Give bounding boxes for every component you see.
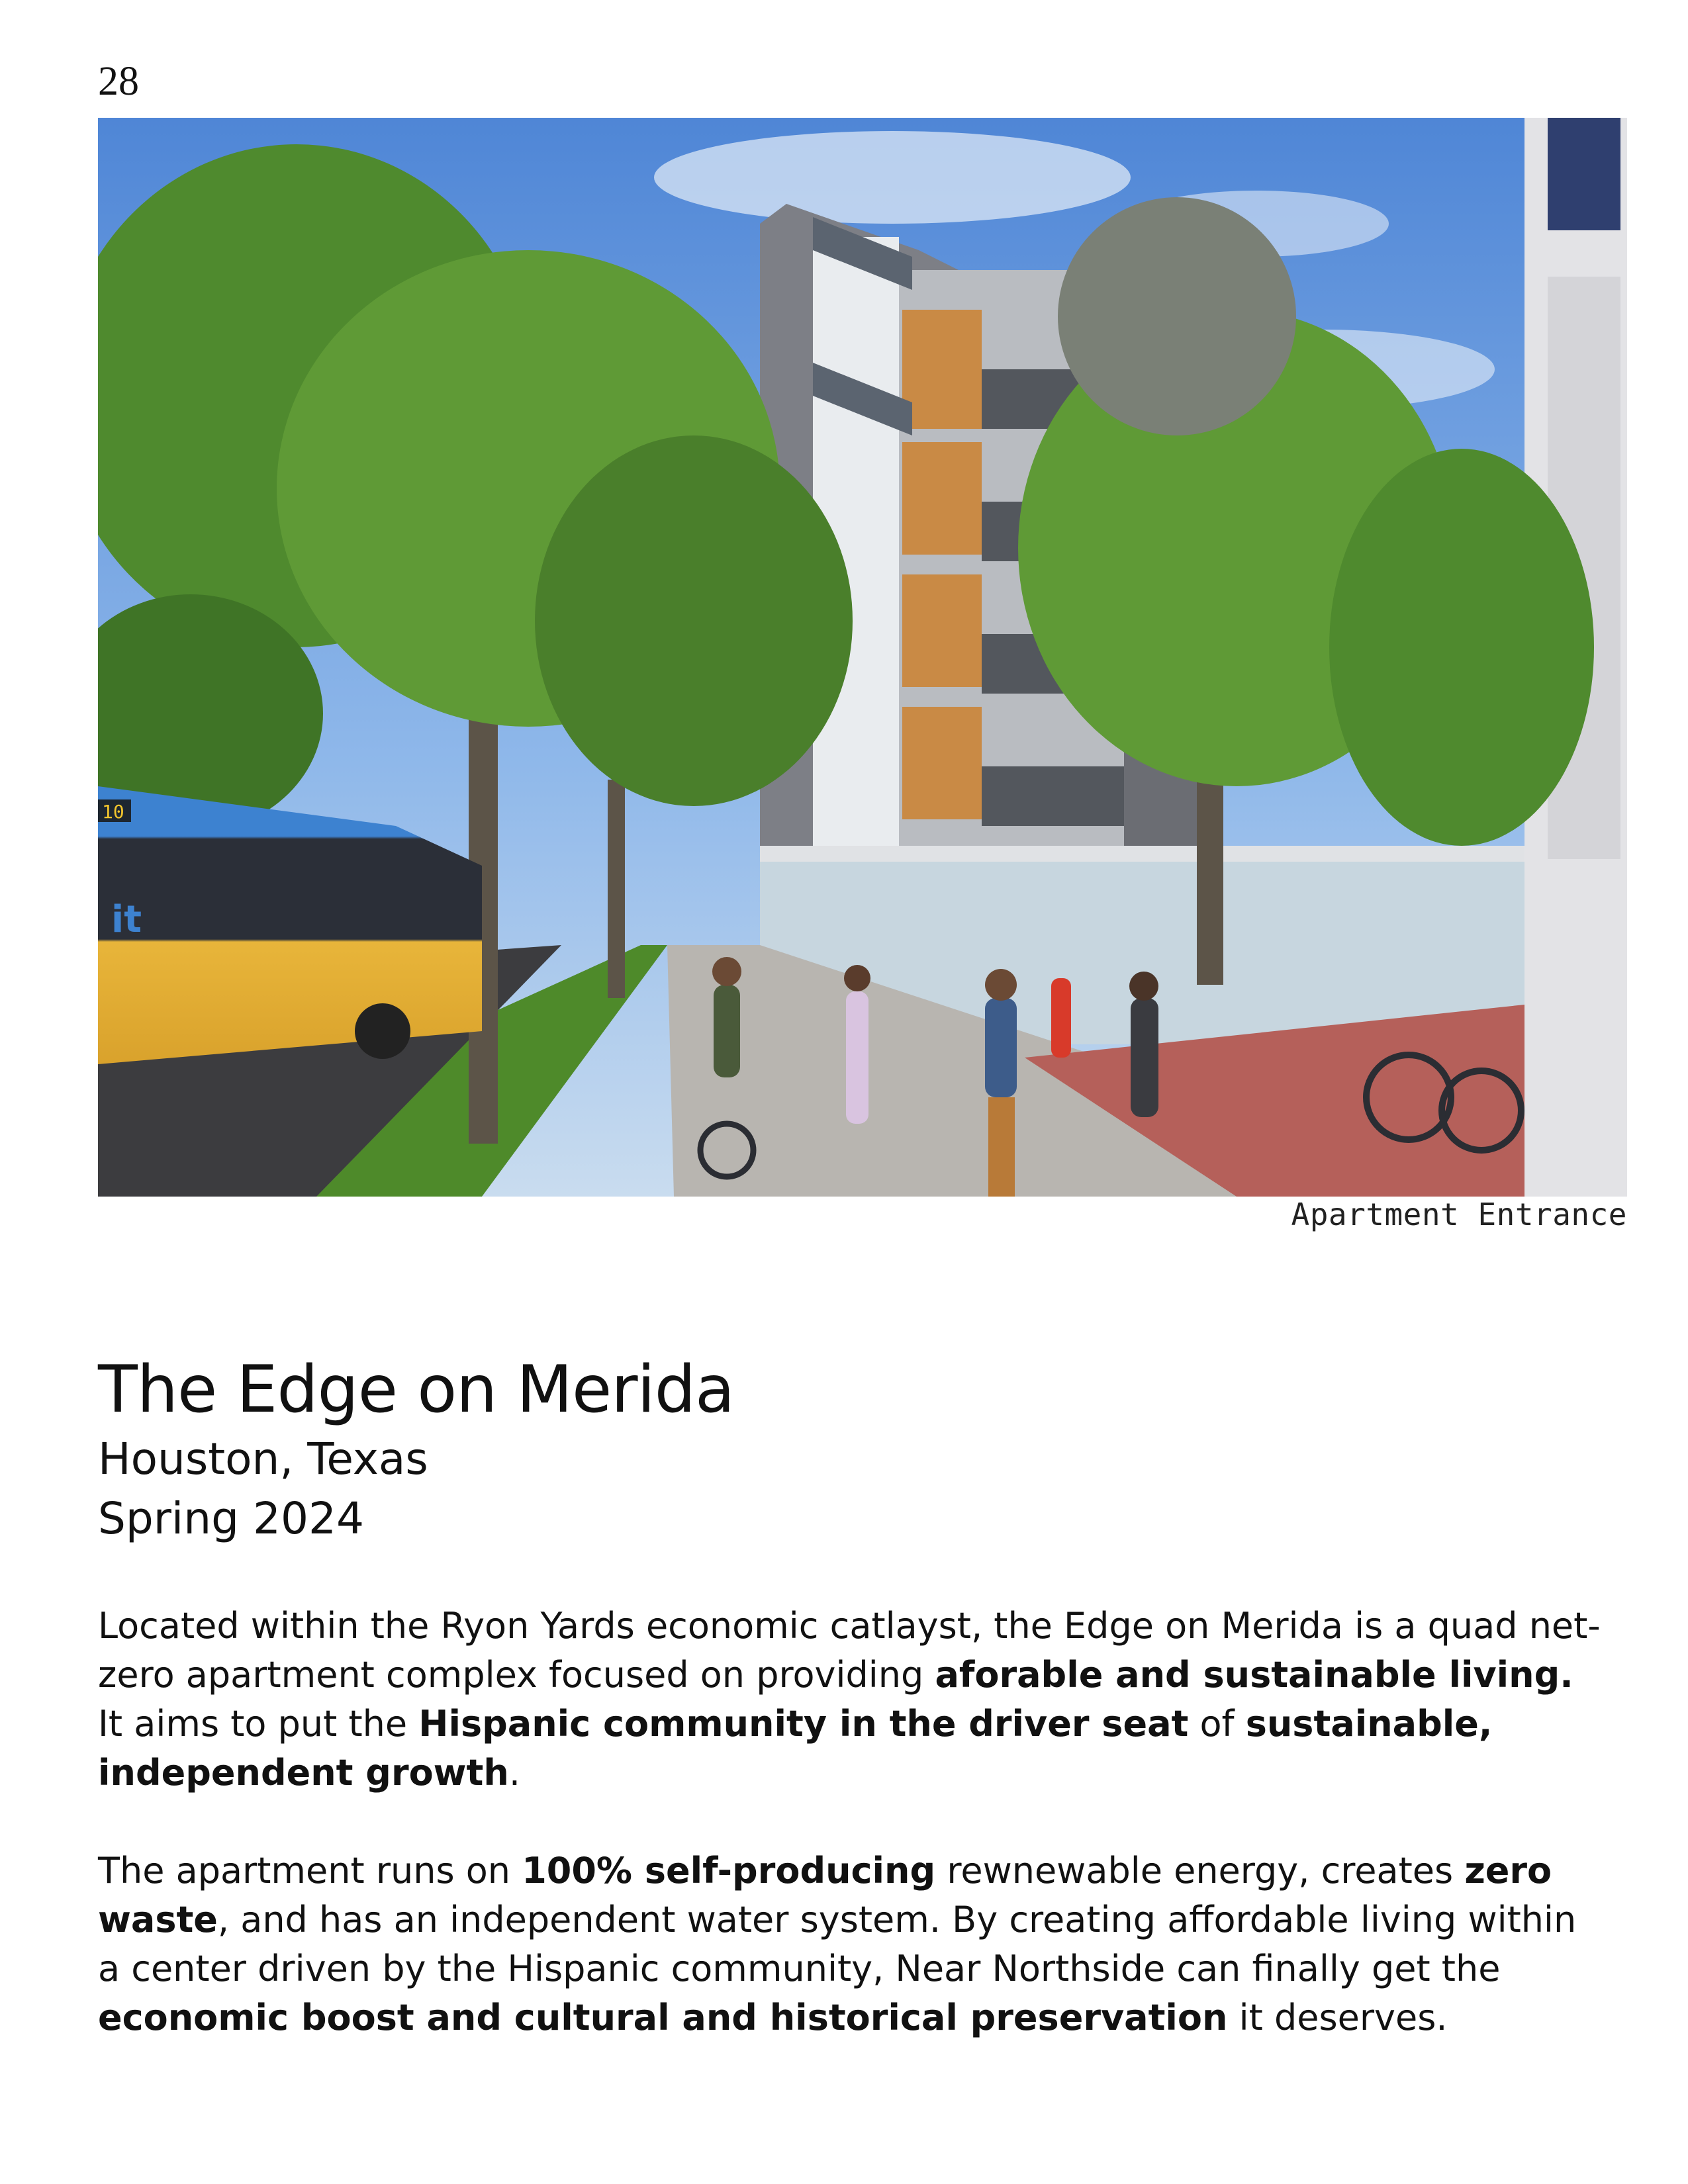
bus-logo-text: it <box>111 898 142 941</box>
cloud <box>654 131 1131 224</box>
image-caption: Apartment Entrance <box>1291 1197 1627 1232</box>
bold-text: Hispanic community in the driver seat <box>418 1703 1189 1745</box>
project-title: The Edge on Merida <box>98 1352 735 1428</box>
title-block <box>98 1350 734 1549</box>
page-number: 28 <box>98 59 139 104</box>
bus-route-sign: 10 <box>102 801 124 823</box>
wood-panel <box>902 310 982 429</box>
bold-text: zero waste <box>98 1850 1552 1940</box>
text-run: Located within the Ryon Yards economic catlayst, the Edge on Merida is a quad net-zero apartment complex focused on providing <box>98 1605 1601 1696</box>
text-run: it deserves. <box>1227 1997 1448 2038</box>
text-run: . <box>508 1752 520 1794</box>
paragraph-2 <box>98 1846 1607 2042</box>
apartment-entrance-rendering <box>98 118 1627 1197</box>
balcony <box>982 766 1127 826</box>
project-location: Houston, Texas <box>98 1433 428 1484</box>
wood-panel <box>902 442 982 555</box>
bold-text: aforable and sustainable living. <box>935 1654 1573 1696</box>
text-run: It aims to put the <box>98 1703 419 1745</box>
text-run: rewnewable energy, creates <box>935 1850 1465 1891</box>
wood-panel <box>902 707 982 819</box>
paragraph-1 <box>98 1602 1607 1797</box>
text-run: of <box>1188 1703 1246 1745</box>
bold-text: 100% self-producing <box>522 1850 936 1891</box>
text-run: The apartment runs on <box>98 1850 522 1891</box>
wood-panel <box>902 574 982 687</box>
project-date: Spring 2024 <box>98 1493 364 1544</box>
bold-text: economic boost and cultural and historical preservation <box>98 1997 1228 2038</box>
project-description <box>98 1602 1607 2091</box>
text-run: , and has an independent water system. By creating affordable living within a center driven by the Hispanic community, Near Northside can finally get the <box>98 1899 1577 1989</box>
bold-text: sustainable, independent growth <box>98 1703 1493 1794</box>
hero-rendering <box>98 118 1627 1197</box>
